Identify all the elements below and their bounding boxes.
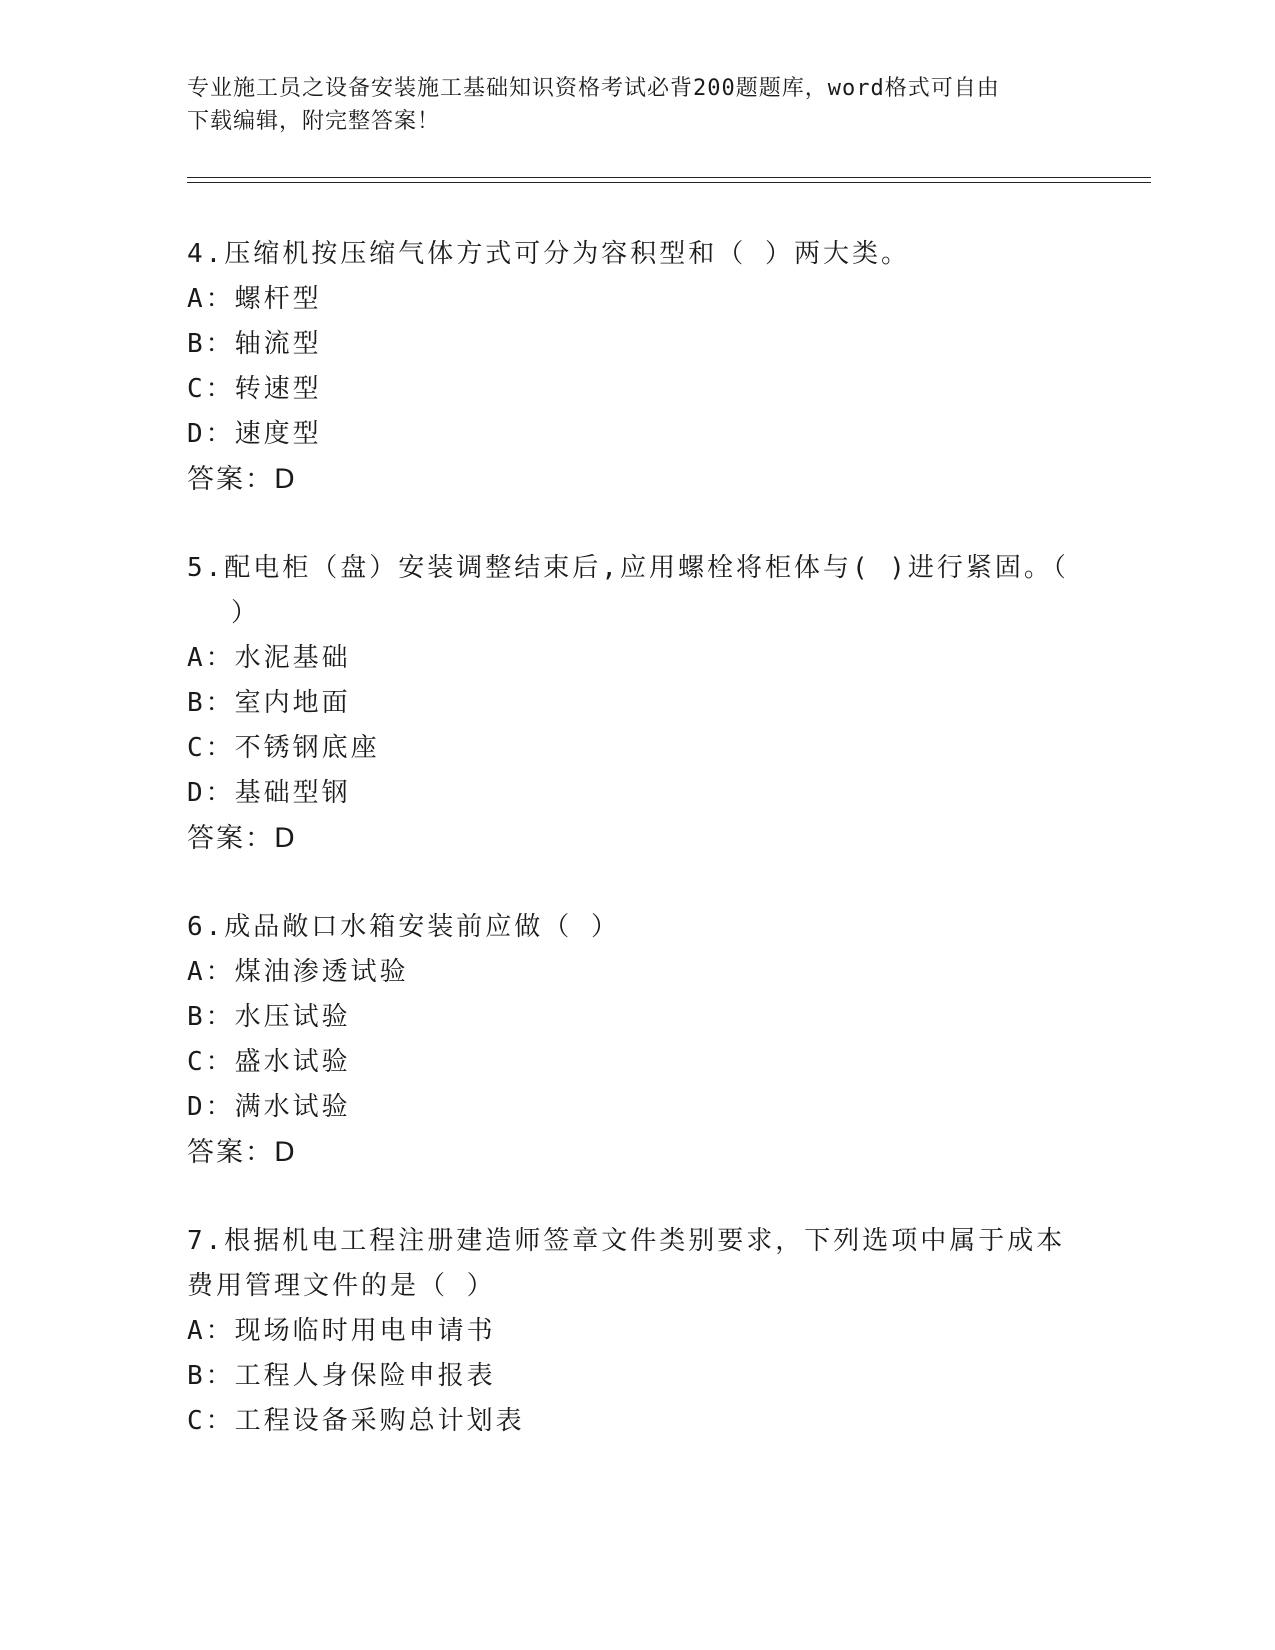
- option-a: A：现场临时用电申请书: [187, 1316, 496, 1346]
- header-divider-bottom: [187, 182, 1151, 183]
- option-d: D：基础型钢: [187, 778, 351, 808]
- question-text: 6.成品敞口水箱安装前应做（ ）: [187, 912, 620, 942]
- option-a: A：水泥基础: [187, 643, 351, 673]
- question-text: 4.压缩机按压缩气体方式可分为容积型和（ ）两大类。: [187, 239, 910, 269]
- question-7: [187, 1219, 1087, 1444]
- answer-label: 答案：D: [187, 464, 297, 495]
- option-d: D：满水试验: [187, 1092, 351, 1122]
- option-b: B：室内地面: [187, 688, 351, 718]
- option-b: B：轴流型: [187, 329, 322, 359]
- question-5: [187, 546, 1087, 861]
- option-b: B：水压试验: [187, 1002, 351, 1032]
- question-4: [187, 232, 1087, 502]
- question-text-continued: ）: [231, 598, 261, 628]
- answer-label: 答案：D: [187, 1137, 297, 1168]
- document-header: [187, 72, 1087, 138]
- option-a: A：螺杆型: [187, 284, 322, 314]
- answer-label: 答案：D: [187, 823, 297, 854]
- question-text: 7.根据机电工程注册建造师签章文件类别要求，下列选项中属于成本: [187, 1226, 1066, 1256]
- option-c: C：工程设备采购总计划表: [187, 1406, 525, 1436]
- option-b: B：工程人身保险申报表: [187, 1361, 496, 1391]
- option-a: A：煤油渗透试验: [187, 957, 409, 987]
- question-6: [187, 905, 1087, 1175]
- option-c: C：盛水试验: [187, 1047, 351, 1077]
- question-text-continued: 费用管理文件的是（ ）: [187, 1271, 496, 1301]
- header-line-2: 下载编辑，附完整答案！: [187, 109, 441, 134]
- option-d: D：速度型: [187, 419, 322, 449]
- question-text: 5.配电柜（盘）安装调整结束后,应用螺栓将柜体与( )进行紧固。（: [187, 553, 1069, 583]
- option-c: C：不锈钢底座: [187, 733, 380, 763]
- header-line-1: 专业施工员之设备安装施工基础知识资格考试必背200题题库，word格式可自由: [187, 76, 1000, 101]
- question-list: [187, 232, 1087, 1488]
- option-c: C：转速型: [187, 374, 322, 404]
- header-divider-top: [187, 177, 1151, 178]
